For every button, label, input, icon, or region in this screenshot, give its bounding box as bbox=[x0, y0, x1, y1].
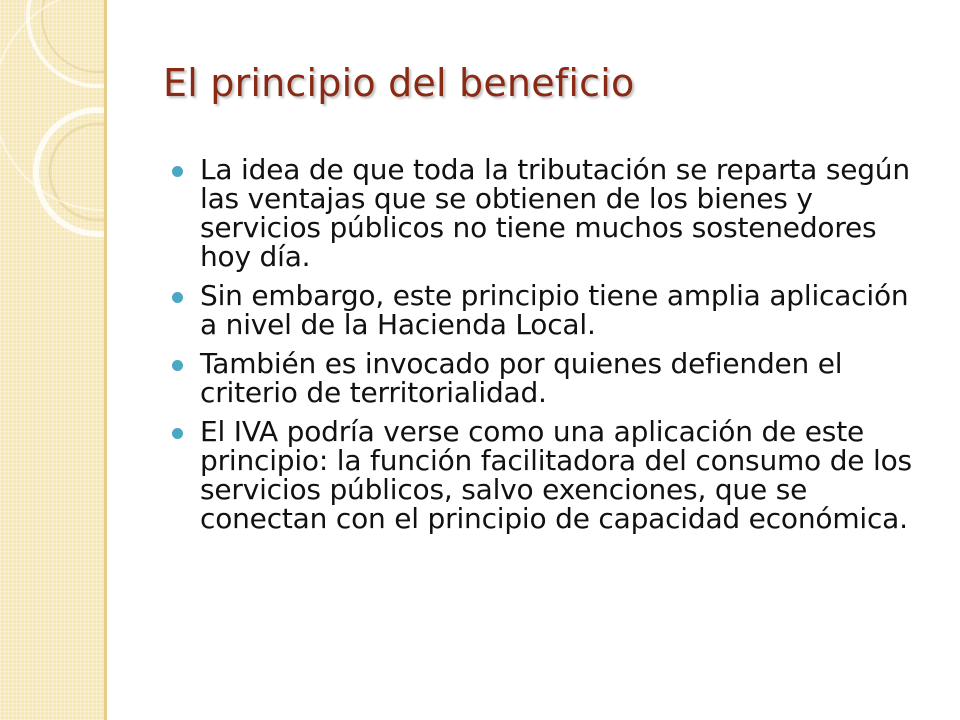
bullet-list bbox=[172, 155, 932, 543]
bullet-item bbox=[172, 281, 932, 339]
bullet-text: También es invocado por quienes defienden el criterio de territorialidad. bbox=[200, 347, 843, 409]
bullet-dot-icon bbox=[172, 292, 183, 303]
bullet-dot-icon bbox=[172, 428, 183, 439]
slide-title: El principio del beneficio bbox=[163, 61, 635, 105]
bullet-item bbox=[172, 349, 932, 407]
bullet-dot-icon bbox=[172, 166, 183, 177]
decorative-circles-graphic bbox=[0, 0, 104, 720]
bullet-item bbox=[172, 417, 932, 533]
bullet-text: La idea de que toda la tributación se reparta según las ventajas que se obtienen de los bienes y servicios públicos no tiene muchos sostenedores hoy día. bbox=[200, 153, 910, 273]
bullet-item bbox=[172, 155, 932, 271]
bullet-text: El IVA podría verse como una aplicación de este principio: la función facilitadora del consumo de los servicios públicos, salvo exenciones, que se conectan con el principio de capacidad económica. bbox=[200, 415, 912, 535]
decorative-sidebar bbox=[0, 0, 107, 720]
bullet-dot-icon bbox=[172, 360, 183, 371]
bullet-text: Sin embargo, este principio tiene amplia aplicación a nivel de la Hacienda Local. bbox=[200, 279, 909, 341]
